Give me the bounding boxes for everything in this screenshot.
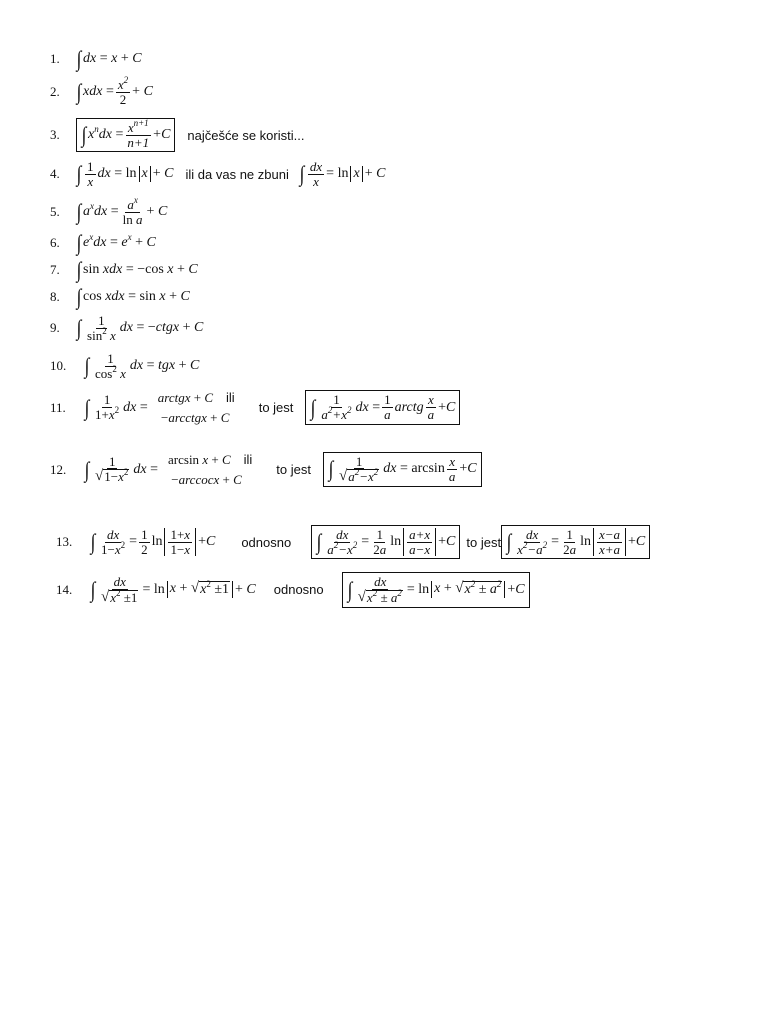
highlighted-formula-box: ∫ $x^ndx$ = $\frac{x^{n+1}}{n+1}$ + C (76, 118, 175, 152)
formula-number: 8. (50, 289, 60, 304)
formula-number: 9. (50, 320, 60, 336)
formula-expression: ∫ dx = x + C (76, 46, 142, 71)
formula-number: 13. (56, 534, 73, 550)
formula-4 (50, 160, 385, 188)
highlighted-formula-box: ∫ $\frac{1}{a^2+x^2}$ dx = $\frac{1}{a}$ arctg $\frac{x}{a}$ + C (305, 390, 460, 424)
formula-number: 4. (50, 166, 60, 182)
formula-note-2: to jest (466, 534, 502, 550)
formula-expression-alt: ∫ $\frac{dx}{x}$ = ln x + C (299, 159, 386, 189)
formula-expression: ∫ sin xdx = −cos x + C (76, 257, 198, 282)
formula-number: 12. (50, 461, 67, 477)
alt-word: ili (226, 390, 235, 405)
formula-12 (50, 450, 482, 489)
formula-number: 14. (56, 581, 73, 597)
formula-expression: ∫ $\frac{1}{1+x^2}$ dx = arctgx + C ili −arcctgx + C (84, 390, 235, 425)
formula-2 (50, 75, 153, 107)
formula-number: 5. (50, 204, 60, 220)
formula-expression: ∫ $\frac{dx}{1-x^2}$ = $\frac{1}{2}$ ln $\frac{1+x}{1-x}$ + C (90, 527, 216, 557)
formula-expression: ∫ $\frac{1}{\sin^2 x}$ dx = − ctgx + C (76, 313, 204, 343)
formula-expression: ∫ cos xdx = sin x + C (76, 284, 190, 309)
formula-7 (50, 259, 198, 281)
formula-note: najčešće se koristi... (187, 127, 305, 143)
formula-expression: ∫ $e^xdx$ = $e^x$ + C (76, 230, 156, 255)
formula-3 (50, 118, 304, 152)
formula-number: 10. (50, 358, 67, 374)
formula-note: odnosno (241, 534, 292, 550)
formula-10 (50, 352, 199, 380)
formula-expression: ∫ dx √ $x^2 \pm 1$ = ln x + √ $x^2 \pm 1$ + C (90, 574, 256, 605)
formula-1 (50, 48, 142, 70)
formula-13 (56, 525, 650, 559)
formula-note: ili da vas ne zbuni (185, 166, 289, 182)
highlighted-formula-box: ∫ 1 √ $a^2-x^2$ dx = arcsin $\frac{x}{a}$ + C (323, 452, 482, 488)
formula-expression: ∫ $\frac{1}{\cos^2 x}$ dx = tgx + C (84, 351, 200, 381)
formula-8 (50, 286, 190, 308)
formula-5 (50, 195, 168, 227)
formula-6 (50, 232, 156, 254)
formula-number: 11. (50, 399, 66, 415)
highlighted-formula-box: ∫ $\frac{dx}{a^2-x^2}$ = $\frac{1}{2a}$ ln $\frac{a+x}{a-x}$ + C (311, 525, 460, 559)
formula-number: 2. (50, 84, 60, 100)
formula-number: 7. (50, 262, 60, 277)
formula-11 (50, 388, 460, 427)
formula-expression: ∫ $a^xdx$ = $\frac{a^x}{\text{ln a}}$ + C (76, 195, 168, 227)
formula-note: to jest (258, 400, 294, 415)
formula-14 (56, 572, 530, 608)
highlighted-formula-box-2: ∫ $\frac{dx}{x^2-a^2}$ = $\frac{1}{2a}$ ln $\frac{x-a}{x+a}$ + C (501, 525, 650, 559)
formula-number: 3. (50, 127, 60, 143)
formula-9 (50, 314, 203, 342)
formula-note: to jest (276, 462, 311, 477)
formula-expression: ∫ $\frac{1}{x}$ dx = ln x + C (76, 159, 174, 189)
formula-number: 6. (50, 235, 60, 250)
formula-note: odnosno (273, 582, 324, 598)
formula-number: 1. (50, 51, 60, 66)
highlighted-formula-box: ∫ dx √ $x^2 \pm a^2$ = ln x + √ $x^2 \pm a^2$ + C (342, 572, 530, 608)
formula-expression: ∫ 1 √ $1-x^2$ dx = arcsin x + C ili −arccocx + C (84, 452, 253, 487)
alt-word: ili (243, 452, 253, 467)
formula-expression: ∫ xdx = $\frac{x^2}{2}$ + C (76, 75, 153, 107)
